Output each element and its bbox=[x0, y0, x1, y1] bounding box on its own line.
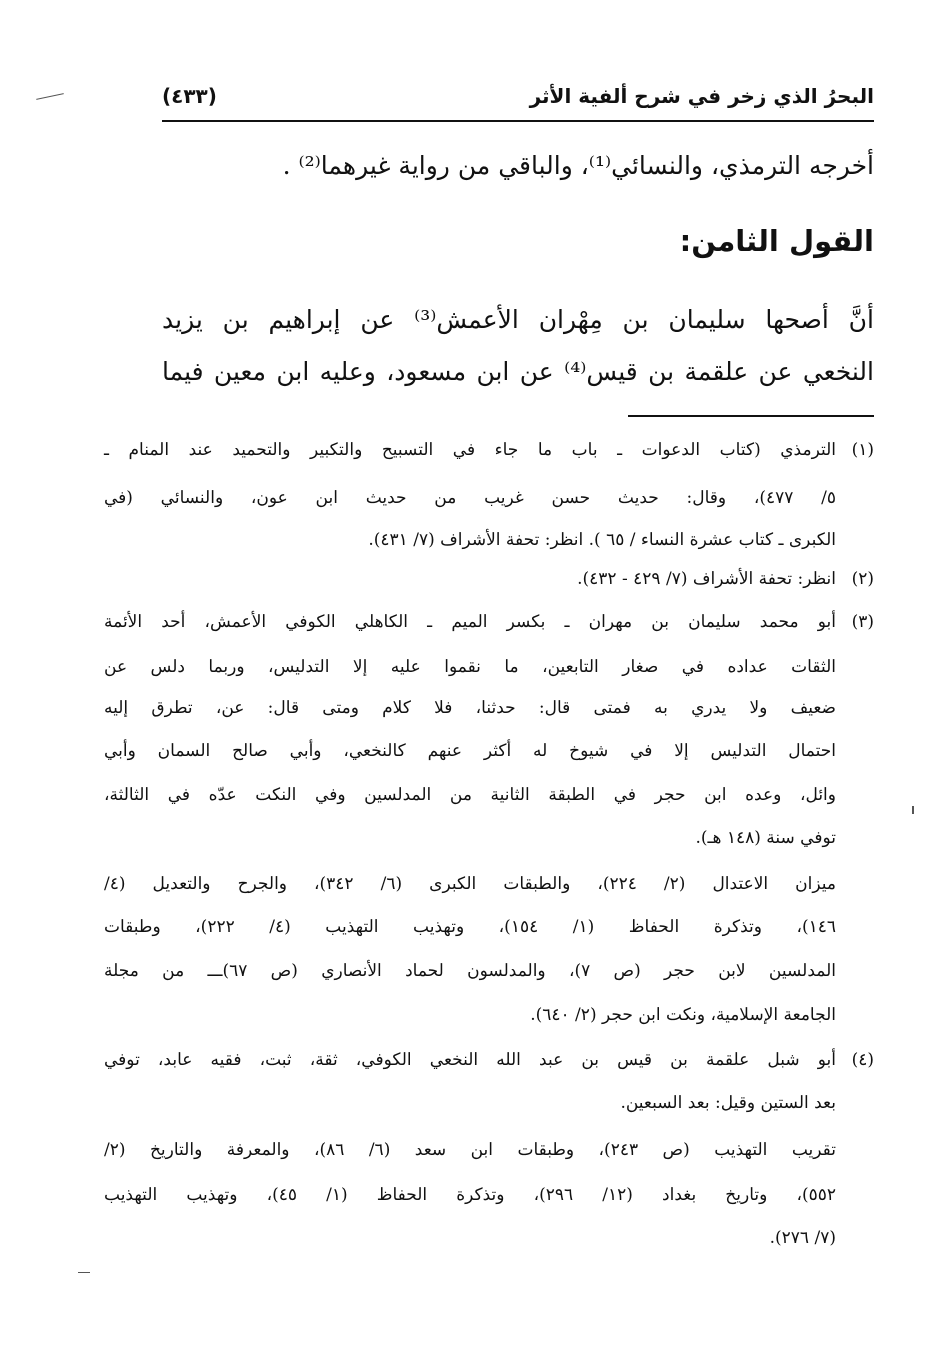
footnote-line: انظر: تحفة الأشراف (٧/ ٤٢٩ - ٤٣٢). bbox=[577, 569, 836, 589]
footnote-line: ٥/ ٤٧٧)، وقال: حديث حسن غريب من حديث ابن عون، والنسائي (في bbox=[104, 488, 836, 508]
footnote-number: (٢) bbox=[851, 569, 874, 589]
page-header bbox=[162, 82, 874, 122]
scan-mark bbox=[912, 806, 914, 814]
footnote-line: وائل، وعده ابن حجر في الطبقة الثانية من المدلسين وفي النكت عدّه في الثالثة، bbox=[104, 785, 836, 805]
footnote-separator bbox=[628, 415, 874, 417]
footnote-line: ضعيف ولا يدري به فمتى قال: حدثنا، فلا كلام ومتى قال: عن، تطرق إليه bbox=[104, 698, 836, 718]
footnote-line: الثقات عداده في صغار التابعين، ما نقموا عليه إلا التدليس، وربما دلس عن bbox=[104, 657, 836, 677]
running-title: البحرُ الذي زخر في شرح ألفية الأثر bbox=[529, 84, 874, 108]
footnote-line: الجامعة الإسلامية، ونكت ابن حجر (٢/ ٦٤٠). bbox=[530, 1005, 836, 1025]
scan-mark bbox=[78, 1272, 90, 1273]
footnote-line: احتمال التدليس إلا في شيوخ له أكثر عنهم كالنخعي، وأبي صالح السمان وأبي bbox=[104, 741, 836, 761]
section-heading: القول الثامن: bbox=[679, 224, 874, 258]
main-text-line-1: أخرجه الترمذي، والنسائي⁽¹⁾، والباقي من رواية غيرهما⁽²⁾ . bbox=[282, 151, 874, 180]
main-text-line-4: النخعي عن علقمة بن قيس⁽⁴⁾ عن ابن مسعود، وعليه ابن معين فيما bbox=[162, 357, 874, 386]
footnote-line: توفي سنة (١٤٨ هـ). bbox=[695, 828, 836, 848]
footnote-line: تقريب التهذيب (ص ٢٤٣)، وطبقات ابن سعد (٦/ ٨٦)، والمعرفة والتاريخ (٢/ bbox=[104, 1140, 836, 1160]
footnote-line: الكبرى ـ كتاب عشرة النساء / ٦٥ ). انظر: تحفة الأشراف (٧/ ٤٣١). bbox=[368, 530, 836, 550]
page-number: (٤٣٣) bbox=[162, 84, 217, 108]
footnote-line: (٧/ ٢٧٦). bbox=[769, 1228, 836, 1248]
footnote-line: أبو شبل علقمة بن قيس بن عبد الله النخعي الكوفي، ثقة، ثبت، فقيه عابد، توفي bbox=[104, 1050, 836, 1070]
footnote-number: (٣) bbox=[851, 612, 874, 632]
footnote-line: أبو محمد سليمان بن مهران ـ بكسر الميم ـ الكاهلي الكوفي الأعمش، أحد الأئمة bbox=[104, 612, 836, 632]
main-text-line-3: أنَّ أصحها سليمان بن مِهْران الأعمش⁽³⁾ عن إبراهيم بن يزيد bbox=[162, 305, 874, 334]
footnote-number: (١) bbox=[851, 440, 874, 460]
footnote-line: المدلسين لابن حجر (ص ٧)، والمدلسون لحماد الأنصاري (ص ٦٧)ـــ من مجلة bbox=[104, 961, 836, 981]
footnote-line: ميزان الاعتدال (٢/ ٢٢٤)، والطبقات الكبرى (٦/ ٣٤٢)، والجرح والتعديل (٤/ bbox=[104, 874, 837, 894]
scan-mark bbox=[36, 93, 64, 100]
footnote-number: (٤) bbox=[851, 1050, 874, 1070]
footnote-line: بعد الستين وقيل: بعد السبعين. bbox=[620, 1093, 836, 1113]
footnote-line: ١٤٦)، وتذكرة الحفاظ (١/ ١٥٤)، وتهذيب التهذيب (٤/ ٢٢٢)، وطبقات bbox=[104, 917, 836, 937]
footnote-line: ٥٥٢)، وتاريخ بغداد (١٢/ ٢٩٦)، وتذكرة الحفاظ (١/ ٤٥)، وتهذيب التهذيب bbox=[104, 1185, 836, 1205]
footnote-line: الترمذي (كتاب الدعوات ـ باب ما جاء في التسبيح والتكبير والتحميد عند المنام ـ bbox=[104, 440, 836, 460]
